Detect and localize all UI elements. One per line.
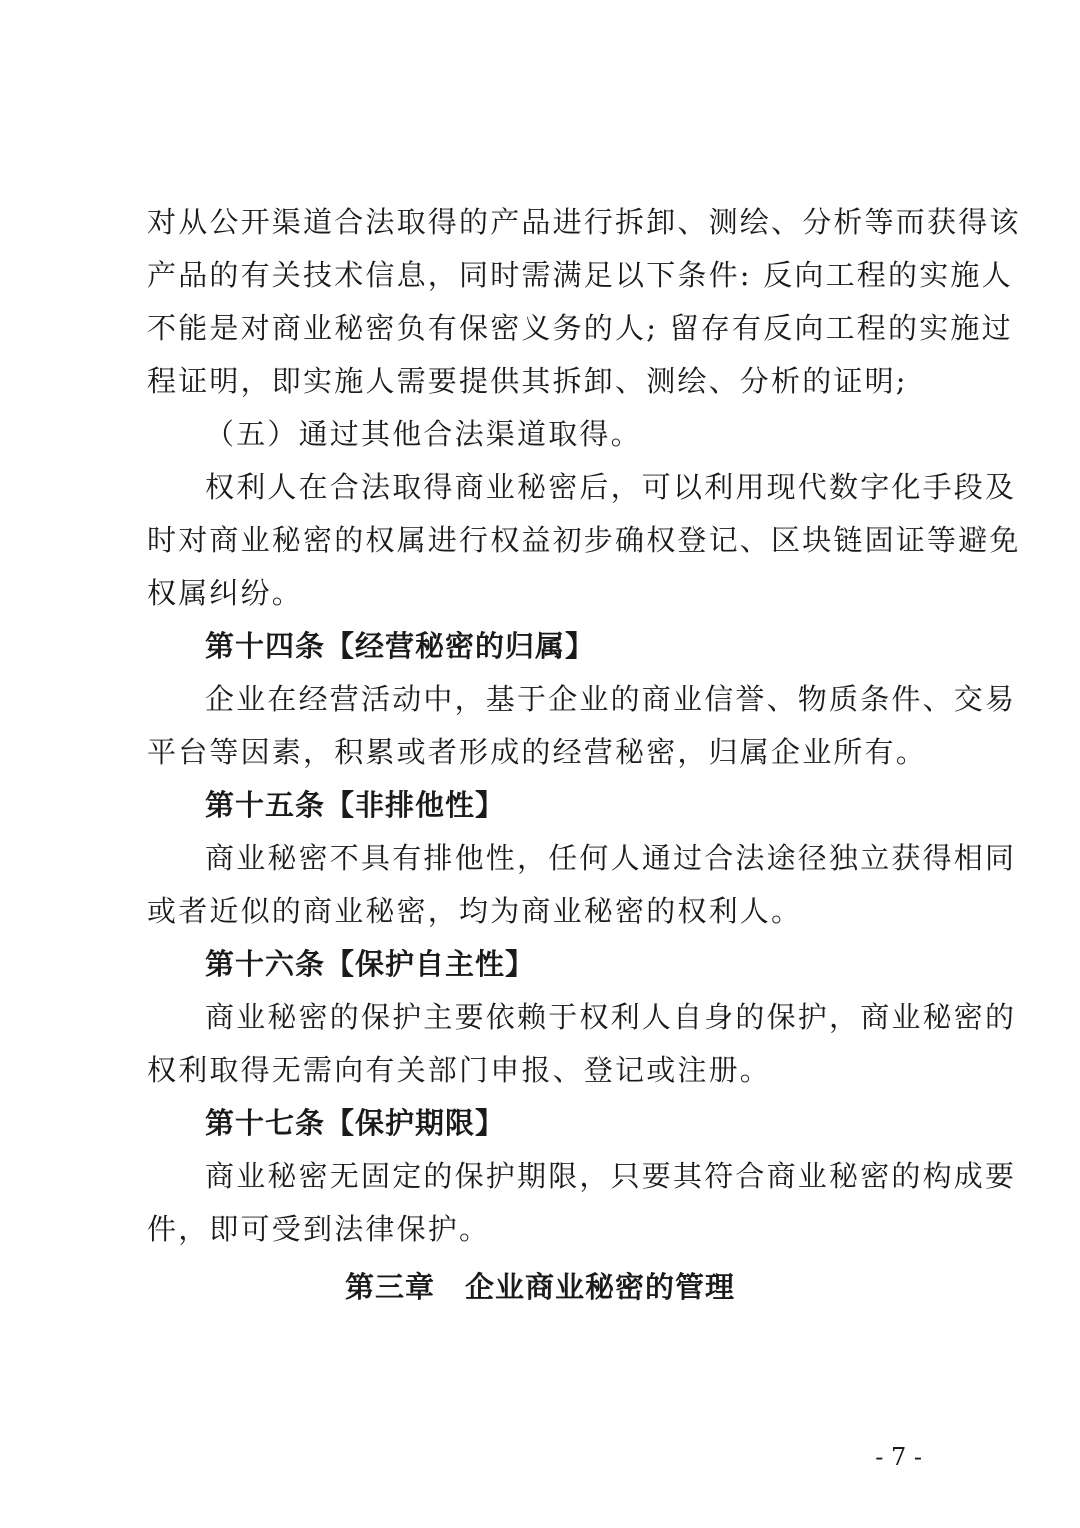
paragraph-line: 对从公开渠道合法取得的产品进行拆卸、测绘、分析等而获得该 [147, 205, 1021, 239]
paragraph-line: 时对商业秘密的权属进行权益初步确权登记、区块链固证等避免 [147, 523, 1021, 557]
paragraph-line: 商业秘密无固定的保护期限，只要其符合商业秘密的构成要 [205, 1159, 1017, 1193]
page-number: - 7 - [875, 1443, 922, 1471]
list-item-line: （五）通过其他合法渠道取得。 [205, 417, 642, 451]
document-body [147, 196, 1021, 1256]
paragraph-line: 商业秘密不具有排他性，任何人通过合法途径独立获得相同 [205, 841, 1017, 875]
article-heading-17: 第十七条【保护期限】 [205, 1106, 506, 1140]
paragraph-line: 或者近似的商业秘密，均为商业秘密的权利人。 [147, 894, 803, 928]
paragraph-line: 权利人在合法取得商业秘密后，可以利用现代数字化手段及 [205, 470, 1017, 504]
article-heading-14: 第十四条【经营秘密的归属】 [205, 629, 596, 663]
paragraph-line: 权属纠纷。 [147, 576, 304, 610]
paragraph-line: 商业秘密的保护主要依赖于权利人自身的保护，商业秘密的 [205, 1000, 1017, 1034]
paragraph-line: 平台等因素，积累或者形成的经营秘密，归属企业所有。 [147, 735, 928, 769]
paragraph-line: 产品的有关技术信息，同时需满足以下条件: 反向工程的实施人 [147, 258, 1013, 292]
paragraph-line: 企业在经营活动中，基于企业的商业信誉、物质条件、交易 [205, 682, 1017, 716]
paragraph-line: 不能是对商业秘密负有保密义务的人; 留存有反向工程的实施过 [147, 311, 1013, 345]
paragraph-line: 程证明，即实施人需要提供其拆卸、测绘、分析的证明; [147, 364, 908, 398]
paragraph-line: 件，即可受到法律保护。 [147, 1212, 491, 1246]
article-heading-16: 第十六条【保护自主性】 [205, 947, 536, 981]
paragraph-line: 权利取得无需向有关部门申报、登记或注册。 [147, 1053, 772, 1087]
chapter-heading: 第三章 企业商业秘密的管理 [344, 1270, 735, 1304]
article-heading-15: 第十五条【非排他性】 [205, 788, 506, 822]
